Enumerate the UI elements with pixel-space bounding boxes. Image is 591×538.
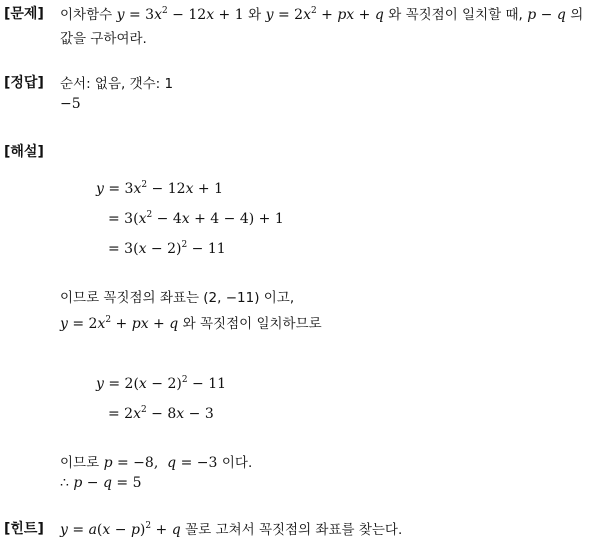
explanation-conclusion: ∴ p − q = 5 [60, 475, 142, 491]
explanation-label: [해설] [4, 144, 44, 160]
explanation-eq-3: = $3(x - 2)^2 - 11$ [108, 240, 226, 257]
problem-line-1 [60, 3, 583, 23]
problem-math-2: $y = 2x^2$ + px + q [265, 6, 384, 23]
problem-label: [문제] [4, 6, 44, 22]
problem-text-1: 이차함수 [60, 7, 113, 23]
explanation-text-2-math: $y = 2x^2$ + px + q [60, 315, 179, 332]
explanation-text-2: 와 꼭짓점이 일치하므로 [182, 316, 322, 332]
problem-text-4: 의 [570, 7, 584, 23]
problem-math-3: p − q [527, 7, 566, 23]
hint-line [60, 518, 402, 538]
explanation-text-1: 이므로 꼭짓점의 좌표는 (2, −11) 이고, [60, 290, 295, 306]
hint-math: $y = a(x - p)^2 + q$ [60, 521, 181, 538]
hint-text: 꼴로 고쳐서 꼭짓점의 좌표를 찾는다. [185, 522, 403, 538]
explanation-eq-2: = $3(x^2 - 4x + 4 - 4) + 1$ [108, 210, 284, 227]
explanation-text-2-line [60, 312, 322, 332]
problem-text-2: 와 [248, 7, 262, 23]
problem-math-1: $y = 3x^2 - 12x + 1$ [116, 6, 249, 23]
problem-line-2: 값을 구하여라. [60, 31, 147, 47]
explanation-text-3-post: 이다. [221, 455, 253, 471]
hint-label: [힌트] [4, 521, 44, 537]
answer-value: −5 [60, 96, 81, 112]
explanation-text-3-pre: 이므로 [60, 455, 100, 471]
explanation-text-3-line [60, 451, 252, 471]
problem-text-3: 와 꼭짓점이 일치할 때, [388, 7, 523, 23]
explanation-text-3-math: p = −8, q = −3 [103, 455, 222, 471]
answer-label: [정답] [4, 75, 44, 91]
answer-line-1: 순서: 없음, 갯수: 1 [60, 76, 174, 92]
explanation-eq-1: $y = 3x^2 - 12x + 1$ [96, 180, 224, 197]
explanation-eq-5: = $2x^2 - 8x - 3$ [108, 405, 214, 422]
explanation-eq-4: $y = 2(x - 2)^2 - 11$ [96, 375, 227, 392]
